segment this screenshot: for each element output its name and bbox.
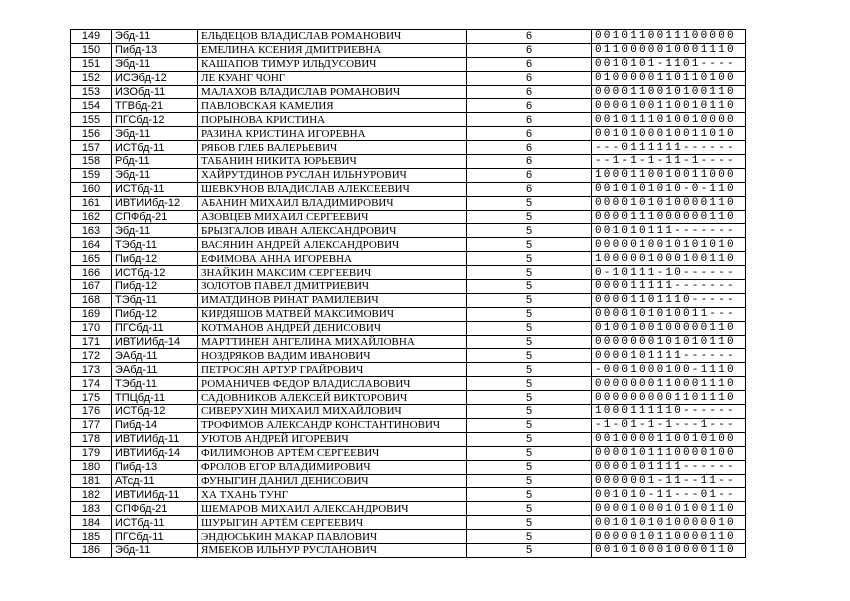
score-value: 5 (467, 196, 592, 210)
answer-pattern: 0100100100000110 (592, 321, 746, 335)
answer-pattern: 0100000110110100 (592, 71, 746, 85)
student-name: ЭНДЮСЬКИН МАКАР ПАВЛОВИЧ (198, 530, 467, 544)
score-value: 5 (467, 363, 592, 377)
table-row (71, 502, 746, 516)
answer-pattern: 1000001000100110 (592, 252, 746, 266)
answer-pattern: 0010110011100000 (592, 30, 746, 44)
score-value: 6 (467, 71, 592, 85)
group-code: ИВТИИбд-11 (112, 488, 198, 502)
group-code: ПГСбд-11 (112, 321, 198, 335)
group-code: Пибд-12 (112, 280, 198, 294)
score-value: 6 (467, 182, 592, 196)
score-value: 5 (467, 502, 592, 516)
student-name: ВАСЯНИН АНДРЕЙ АЛЕКСАНДРОВИЧ (198, 238, 467, 252)
group-code: ИВТИИбд-14 (112, 335, 198, 349)
table-row (71, 57, 746, 71)
row-number: 158 (71, 155, 112, 169)
table-row (71, 266, 746, 280)
row-number: 178 (71, 432, 112, 446)
score-value: 5 (467, 321, 592, 335)
table-row (71, 113, 746, 127)
row-number: 170 (71, 321, 112, 335)
student-name: РОМАНИЧЕВ ФЕДОР ВЛАДИСЛАВОВИЧ (198, 377, 467, 391)
answer-pattern: 0000101010000110 (592, 196, 746, 210)
score-value: 5 (467, 432, 592, 446)
group-code: СПФбд-21 (112, 502, 198, 516)
student-name: ТРОФИМОВ АЛЕКСАНДР КОНСТАНТИНОВИЧ (198, 418, 467, 432)
row-number: 154 (71, 99, 112, 113)
group-code: ЭАбд-11 (112, 349, 198, 363)
group-code: ИСТбд-11 (112, 141, 198, 155)
score-value: 5 (467, 307, 592, 321)
group-code: Пибд-14 (112, 418, 198, 432)
answer-pattern: 0000100110010110 (592, 99, 746, 113)
table-row (71, 43, 746, 57)
score-value: 6 (467, 43, 592, 57)
table-row (71, 377, 746, 391)
table-row (71, 280, 746, 294)
row-number: 174 (71, 377, 112, 391)
student-name: МАРТТИНЕН АНГЕЛИНА МИХАЙЛОВНА (198, 335, 467, 349)
row-number: 168 (71, 293, 112, 307)
table-row (71, 516, 746, 530)
row-number: 153 (71, 85, 112, 99)
score-value: 6 (467, 99, 592, 113)
row-number: 161 (71, 196, 112, 210)
results-table-body (71, 30, 746, 558)
student-name: ПЕТРОСЯН АРТУР ГРАЙРОВИЧ (198, 363, 467, 377)
student-name: ФИЛИМОНОВ АРТЁМ СЕРГЕЕВИЧ (198, 446, 467, 460)
group-code: ТЭбд-11 (112, 293, 198, 307)
row-number: 186 (71, 543, 112, 557)
row-number: 176 (71, 405, 112, 419)
group-code: ИСТбд-11 (112, 516, 198, 530)
group-code: ИВТИИбд-14 (112, 446, 198, 460)
table-row (71, 474, 746, 488)
row-number: 162 (71, 210, 112, 224)
row-number: 151 (71, 57, 112, 71)
student-name: ЕМЕЛИНА КСЕНИЯ ДМИТРИЕВНА (198, 43, 467, 57)
answer-pattern: 00001101110----- (592, 293, 746, 307)
answer-pattern: 001010111------- (592, 224, 746, 238)
row-number: 160 (71, 182, 112, 196)
answer-pattern: 1000110010011000 (592, 168, 746, 182)
answer-pattern: -0001000100-1110 (592, 363, 746, 377)
group-code: Рбд-11 (112, 155, 198, 169)
table-row (71, 321, 746, 335)
row-number: 156 (71, 127, 112, 141)
row-number: 166 (71, 266, 112, 280)
answer-pattern: 0000100010100110 (592, 502, 746, 516)
row-number: 179 (71, 446, 112, 460)
group-code: ИЗОбд-11 (112, 85, 198, 99)
score-value: 5 (467, 516, 592, 530)
row-number: 159 (71, 168, 112, 182)
score-value: 6 (467, 57, 592, 71)
score-value: 6 (467, 141, 592, 155)
group-code: Эбд-11 (112, 224, 198, 238)
row-number: 163 (71, 224, 112, 238)
group-code: ЭАбд-11 (112, 363, 198, 377)
group-code: ИСТбд-12 (112, 266, 198, 280)
table-row (71, 460, 746, 474)
group-code: Эбд-11 (112, 30, 198, 44)
student-name: БРЫЗГАЛОВ ИВАН АЛЕКСАНДРОВИЧ (198, 224, 467, 238)
student-name: МАЛАХОВ ВЛАДИСЛАВ РОМАНОВИЧ (198, 85, 467, 99)
score-value: 5 (467, 377, 592, 391)
student-name: ХА ТХАНЬ ТУНГ (198, 488, 467, 502)
table-row (71, 85, 746, 99)
group-code: АТсд-11 (112, 474, 198, 488)
group-code: Эбд-11 (112, 57, 198, 71)
student-name: НОЗДРЯКОВ ВАДИМ ИВАНОВИЧ (198, 349, 467, 363)
student-name: КИРДЯШОВ МАТВЕЙ МАКСИМОВИЧ (198, 307, 467, 321)
student-name: ПОРЫНОВА КРИСТИНА (198, 113, 467, 127)
table-row (71, 71, 746, 85)
table-row (71, 432, 746, 446)
row-number: 152 (71, 71, 112, 85)
answer-pattern: -1-01-1-1---1--- (592, 418, 746, 432)
group-code: Эбд-11 (112, 168, 198, 182)
answer-pattern: 0-10111-10------ (592, 266, 746, 280)
results-table (70, 29, 746, 558)
answer-pattern: 0010101-1101---- (592, 57, 746, 71)
student-name: РАЗИНА КРИСТИНА ИГОРЕВНА (198, 127, 467, 141)
score-value: 6 (467, 168, 592, 182)
group-code: ТГВбд-21 (112, 99, 198, 113)
group-code: Пибд-12 (112, 252, 198, 266)
score-value: 6 (467, 30, 592, 44)
table-row (71, 99, 746, 113)
row-number: 167 (71, 280, 112, 294)
table-row (71, 543, 746, 557)
score-value: 5 (467, 391, 592, 405)
group-code: Эбд-11 (112, 127, 198, 141)
group-code: ИВТИИбд-12 (112, 196, 198, 210)
group-code: ИСЭбд-12 (112, 71, 198, 85)
answer-pattern: 0000110010100110 (592, 85, 746, 99)
group-code: Пибд-12 (112, 307, 198, 321)
row-number: 149 (71, 30, 112, 44)
table-row (71, 30, 746, 44)
student-name: ФРОЛОВ ЕГОР ВЛАДИМИРОВИЧ (198, 460, 467, 474)
table-row (71, 307, 746, 321)
score-value: 5 (467, 418, 592, 432)
score-value: 6 (467, 85, 592, 99)
answer-pattern: 0000000101010110 (592, 335, 746, 349)
row-number: 169 (71, 307, 112, 321)
answer-pattern: 0000101110000100 (592, 446, 746, 460)
table-row (71, 168, 746, 182)
score-value: 6 (467, 155, 592, 169)
answer-pattern: 0000010110000110 (592, 530, 746, 544)
student-name: ЛЕ КУАНГ ЧОНГ (198, 71, 467, 85)
score-value: 5 (467, 293, 592, 307)
student-name: САДОВНИКОВ АЛЕКСЕЙ ВИКТОРОВИЧ (198, 391, 467, 405)
row-number: 157 (71, 141, 112, 155)
group-code: ТЭбд-11 (112, 377, 198, 391)
answer-pattern: 0000010010101010 (592, 238, 746, 252)
row-number: 164 (71, 238, 112, 252)
student-name: ШУРЫГИН АРТЁМ СЕРГЕЕВИЧ (198, 516, 467, 530)
table-row (71, 391, 746, 405)
answer-pattern: 0010101010000010 (592, 516, 746, 530)
answer-pattern: 001010-11---01-- (592, 488, 746, 502)
student-name: АБАНИН МИХАИЛ ВЛАДИМИРОВИЧ (198, 196, 467, 210)
answer-pattern: 0000111000000110 (592, 210, 746, 224)
row-number: 175 (71, 391, 112, 405)
table-row (71, 488, 746, 502)
student-name: ЕЛЬДЕЦОВ ВЛАДИСЛАВ РОМАНОВИЧ (198, 30, 467, 44)
answer-pattern: 0010000110010100 (592, 432, 746, 446)
answer-pattern: 0000000110001110 (592, 377, 746, 391)
score-value: 6 (467, 127, 592, 141)
student-name: ХАЙРУТДИНОВ РУСЛАН ИЛЬНУРОВИЧ (198, 168, 467, 182)
row-number: 182 (71, 488, 112, 502)
table-row (71, 238, 746, 252)
answer-pattern: 1000111110------ (592, 405, 746, 419)
group-code: ТПЦбд-11 (112, 391, 198, 405)
table-row (71, 252, 746, 266)
student-name: РЯБОВ ГЛЕБ ВАЛЕРЬЕВИЧ (198, 141, 467, 155)
answer-pattern: 0000101010011--- (592, 307, 746, 321)
row-number: 181 (71, 474, 112, 488)
score-value: 5 (467, 543, 592, 557)
table-row (71, 446, 746, 460)
table-row (71, 196, 746, 210)
student-name: ЗНАЙКИН МАКСИМ СЕРГЕЕВИЧ (198, 266, 467, 280)
group-code: ИВТИИбд-11 (112, 432, 198, 446)
answer-pattern: 000011111------- (592, 280, 746, 294)
row-number: 165 (71, 252, 112, 266)
score-value: 5 (467, 238, 592, 252)
table-row (71, 155, 746, 169)
score-value: 5 (467, 460, 592, 474)
score-value: 5 (467, 224, 592, 238)
score-value: 5 (467, 252, 592, 266)
table-row (71, 141, 746, 155)
group-code: Пибд-13 (112, 43, 198, 57)
student-name: ШЕВКУНОВ ВЛАДИСЛАВ АЛЕКСЕЕВИЧ (198, 182, 467, 196)
row-number: 150 (71, 43, 112, 57)
score-value: 5 (467, 405, 592, 419)
student-name: СИВЕРУХИН МИХАИЛ МИХАЙЛОВИЧ (198, 405, 467, 419)
answer-pattern: 0010100010011010 (592, 127, 746, 141)
row-number: 183 (71, 502, 112, 516)
table-row (71, 210, 746, 224)
row-number: 177 (71, 418, 112, 432)
score-value: 6 (467, 113, 592, 127)
group-code: ТЭбд-11 (112, 238, 198, 252)
score-value: 5 (467, 488, 592, 502)
table-row (71, 349, 746, 363)
student-name: ТАБАНИН НИКИТА ЮРЬЕВИЧ (198, 155, 467, 169)
answer-pattern: 0010100010000110 (592, 543, 746, 557)
answer-pattern: 0010111010010000 (592, 113, 746, 127)
student-name: ЯМБЕКОВ ИЛЬНУР РУСЛАНОВИЧ (198, 543, 467, 557)
row-number: 155 (71, 113, 112, 127)
table-row (71, 127, 746, 141)
table-row (71, 293, 746, 307)
row-number: 184 (71, 516, 112, 530)
score-value: 5 (467, 280, 592, 294)
score-value: 5 (467, 349, 592, 363)
group-code: Эбд-11 (112, 543, 198, 557)
answer-pattern: 0000101111------ (592, 460, 746, 474)
table-row (71, 418, 746, 432)
student-name: ЕФИМОВА АННА ИГОРЕВНА (198, 252, 467, 266)
answer-pattern: 0010101010-0-110 (592, 182, 746, 196)
student-name: ЗОЛОТОВ ПАВЕЛ ДМИТРИЕВИЧ (198, 280, 467, 294)
score-value: 5 (467, 210, 592, 224)
student-name: ШЕМАРОВ МИХАИЛ АЛЕКСАНДРОВИЧ (198, 502, 467, 516)
score-value: 5 (467, 266, 592, 280)
answer-pattern: --1-1-1-11-1---- (592, 155, 746, 169)
score-value: 5 (467, 446, 592, 460)
row-number: 172 (71, 349, 112, 363)
row-number: 180 (71, 460, 112, 474)
answer-pattern: 0000000001101110 (592, 391, 746, 405)
row-number: 173 (71, 363, 112, 377)
student-name: КОТМАНОВ АНДРЕЙ ДЕНИСОВИЧ (198, 321, 467, 335)
score-value: 5 (467, 335, 592, 349)
table-row (71, 224, 746, 238)
group-code: Пибд-13 (112, 460, 198, 474)
student-name: КАШАПОВ ТИМУР ИЛЬДУСОВИЧ (198, 57, 467, 71)
table-row (71, 182, 746, 196)
row-number: 171 (71, 335, 112, 349)
answer-pattern: 0110000010001110 (592, 43, 746, 57)
table-row (71, 363, 746, 377)
group-code: ПГСбд-11 (112, 530, 198, 544)
score-value: 5 (467, 530, 592, 544)
student-name: АЗОВЦЕВ МИХАИЛ СЕРГЕЕВИЧ (198, 210, 467, 224)
student-name: ФУНЫГИН ДАНИЛ ДЕНИСОВИЧ (198, 474, 467, 488)
table-row (71, 405, 746, 419)
student-name: УЮТОВ АНДРЕЙ ИГОРЕВИЧ (198, 432, 467, 446)
student-name: ПАВЛОВСКАЯ КАМЕЛИЯ (198, 99, 467, 113)
group-code: ИСТбд-12 (112, 405, 198, 419)
answer-pattern: 0000101111------ (592, 349, 746, 363)
row-number: 185 (71, 530, 112, 544)
group-code: ПГСбд-12 (112, 113, 198, 127)
group-code: СПФбд-21 (112, 210, 198, 224)
table-row (71, 530, 746, 544)
answer-pattern: ---0111111------ (592, 141, 746, 155)
table-row (71, 335, 746, 349)
score-value: 5 (467, 474, 592, 488)
answer-pattern: 0000001-11--11-- (592, 474, 746, 488)
student-name: ИМАТДИНОВ РИНАТ РАМИЛЕВИЧ (198, 293, 467, 307)
group-code: ИСТбд-11 (112, 182, 198, 196)
